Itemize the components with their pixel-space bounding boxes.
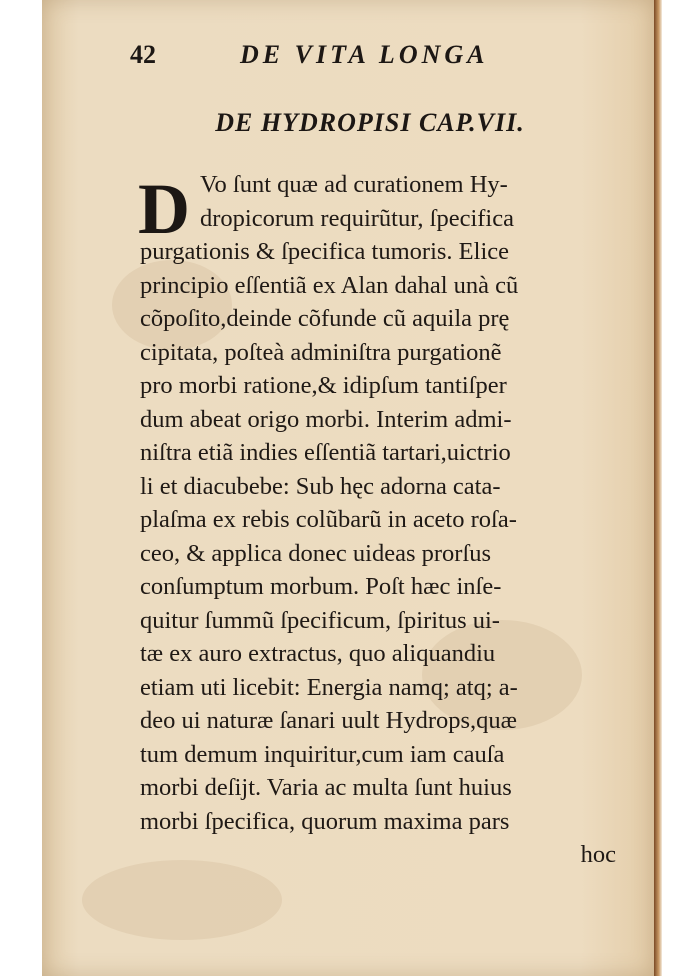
page-header <box>130 40 600 80</box>
catchword: hoc <box>580 841 616 868</box>
page-edge <box>654 0 662 976</box>
text-line: plaſma ex rebis colũbarũ in aceto roſa- <box>140 506 517 533</box>
text-line: ceo, & applica donec uideas prorſus <box>140 539 492 567</box>
paper-stain <box>82 860 282 940</box>
body-text <box>140 168 616 872</box>
running-title: DE VITA LONGA <box>240 40 489 69</box>
text-line: principio eſſentiã ex Alan dahal unà cũ <box>140 271 519 299</box>
text-line: purgationis & ſpecifica tumoris. Elice <box>140 238 509 265</box>
text-line: deo ui naturæ ſanari uult Hydrops,quæ <box>140 707 517 734</box>
text-line: Vo ſunt quæ ad curationem Hy- <box>200 171 508 198</box>
text-line: conſumptum morbum. Poſt hæc inſe- <box>140 573 502 600</box>
drop-cap: D <box>138 169 190 249</box>
text-line: morbi deſijt. Varia ac multa ſunt huius <box>140 774 512 801</box>
text-line: niſtra etiã indies eſſentiã tartari,uictrio <box>140 439 511 466</box>
text-line: dropicorum requirũtur, ſpecifica <box>200 204 514 232</box>
text-line: pro morbi ratione,& idipſum tantiſper <box>140 372 507 399</box>
text-line: etiam uti licebit: Energia namq; atq; a- <box>140 673 518 701</box>
page-number: 42 <box>130 40 156 69</box>
text-line: morbi ſpecifica, quorum maxima pars <box>140 807 510 835</box>
text-line: dum abeat origo morbi. Interim admi- <box>140 405 512 433</box>
chapter-title: DE HYDROPISI CAP.VII. <box>215 108 525 137</box>
text-line: cipitata, poſteà adminiſtra purgationẽ <box>140 338 502 366</box>
text-line: tæ ex auro extractus, quo aliquandiu <box>140 640 496 667</box>
text-line: tum demum inquiritur,cum iam cauſa <box>140 740 505 768</box>
text-line: quitur ſummũ ſpecificum, ſpiritus ui- <box>140 606 500 634</box>
text-line: li et diacubebe: Sub hęc adorna cata- <box>140 472 501 500</box>
text-line: cõpoſito,deinde cõfunde cũ aquila prę <box>140 305 510 332</box>
